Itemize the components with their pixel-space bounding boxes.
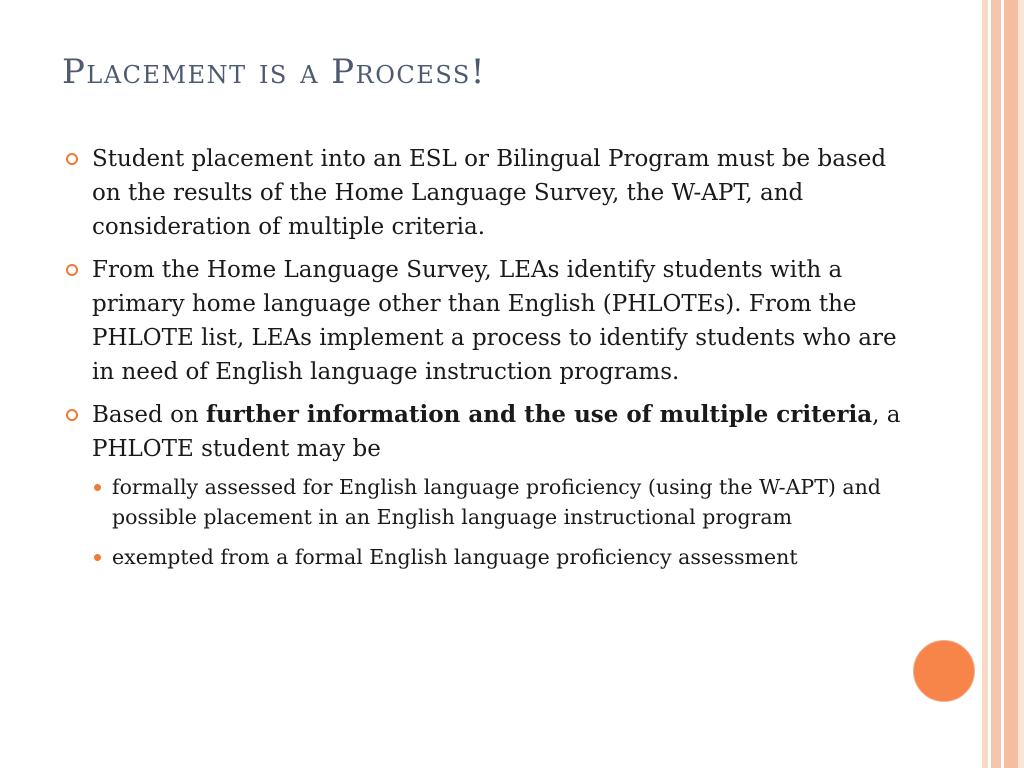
slide-title: Placement is a Process! [62,52,486,92]
sub-bullet-list [92,472,904,572]
slide-body [64,142,904,582]
bullet-text: From the Home Language Survey, LEAs identify students with a primary home language other than English (PHLOTEs). From the PHLOTE list, LEAs implement a process to identify students who are in need of English language instruction programs. [92,257,897,385]
ring-bullet-icon [66,264,78,276]
bullet-text-suffix: , a PHLOTE student may be [92,402,901,462]
bullet-item [64,398,904,572]
sub-bullet-item [92,472,904,532]
dot-bullet-icon [94,554,101,561]
ring-bullet-icon [66,153,78,165]
bullet-item [64,142,904,244]
bullet-text-emphasis: further information and the use of multiple criteria [206,401,873,428]
bullet-list [64,142,904,572]
dot-bullet-icon [94,484,101,491]
decorative-stripe [991,0,1001,768]
decorative-circle-icon [913,640,975,702]
decorative-stripe [1018,0,1024,768]
bullet-item [64,253,904,389]
bullet-text: Student placement into an ESL or Bilingual Program must be based on the results of the Home Language Survey, the W-APT, and consideration of multiple criteria. [92,146,887,240]
bullet-text-prefix: Based on [92,402,207,428]
sub-bullet-item [92,542,904,572]
sub-bullet-text: formally assessed for English language proficiency (using the W-APT) and possible placement in an English language instructional program [112,475,881,529]
sub-bullet-text: exempted from a formal English language proficiency assessment [112,545,798,569]
ring-bullet-icon [66,409,78,421]
decorative-stripe [1004,0,1018,768]
